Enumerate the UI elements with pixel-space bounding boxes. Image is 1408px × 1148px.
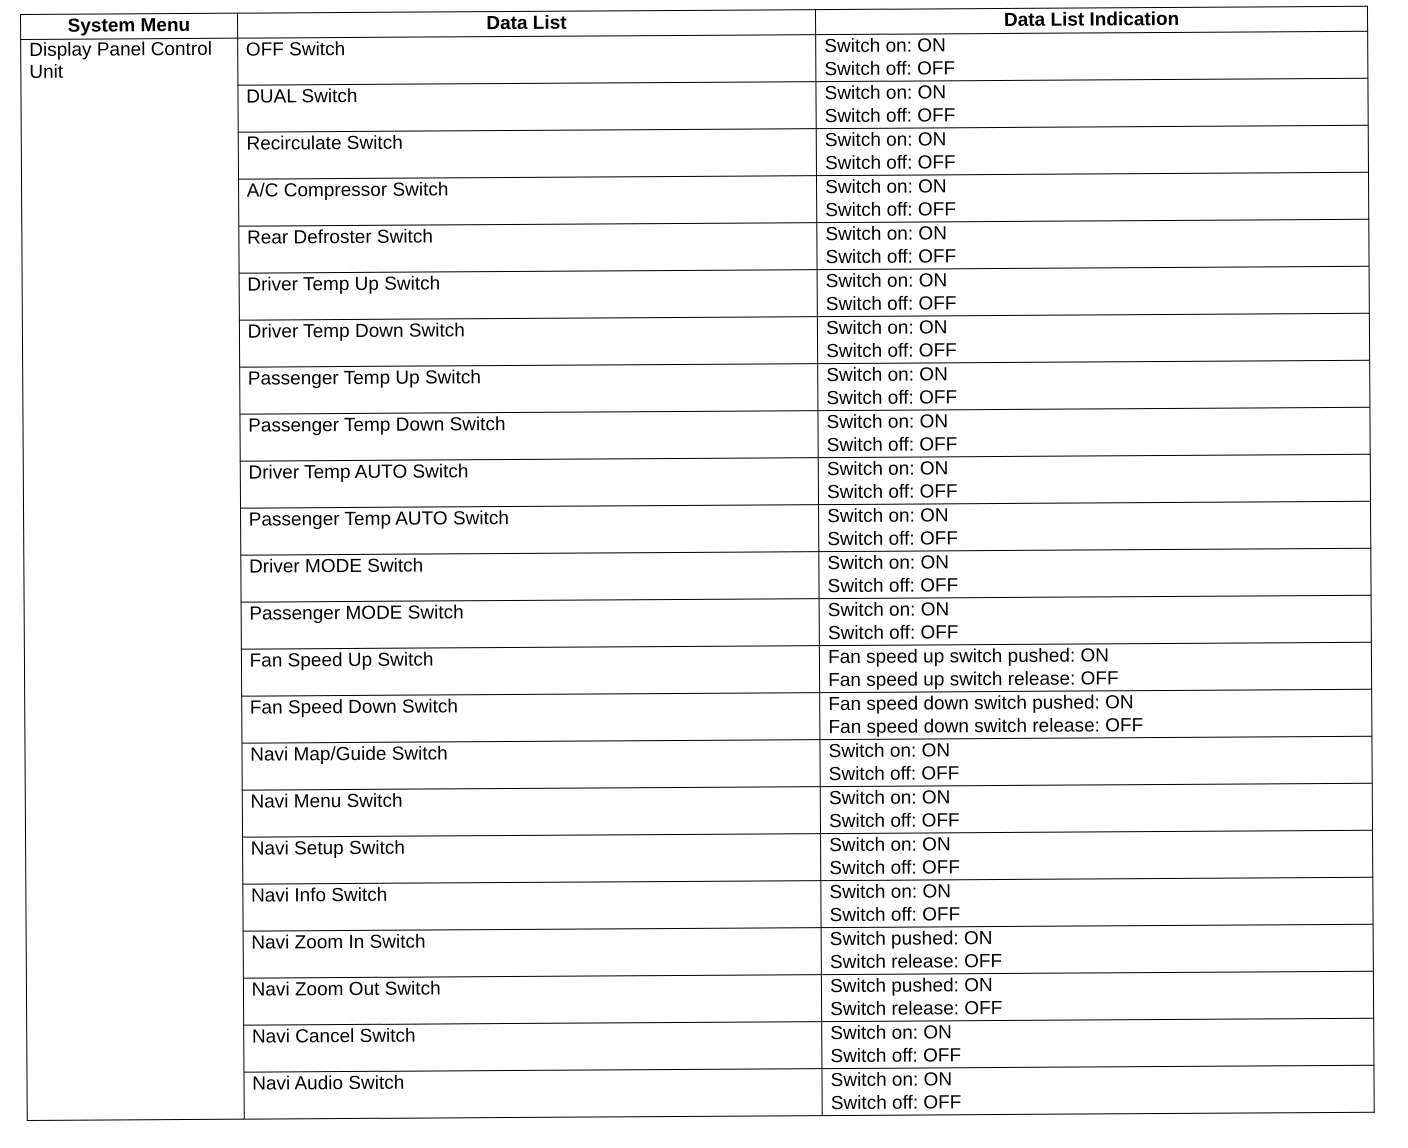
indication-cell (816, 78, 1368, 128)
indication-cell (821, 877, 1373, 927)
indication-cell (818, 454, 1370, 504)
indication-line-2: Switch off: OFF (825, 199, 956, 222)
indication-cell (819, 642, 1371, 692)
indication-line-2: Switch off: OFF (826, 481, 958, 504)
data-list-item: OFF Switch (237, 35, 816, 86)
indication-cell (817, 313, 1369, 363)
indication-line-1: Switch on: ON (830, 1069, 953, 1092)
indication-line-2: Switch off: OFF (827, 622, 959, 645)
indication-cell (822, 1018, 1374, 1068)
data-list-item: Fan Speed Up Switch (241, 646, 820, 697)
data-list-item: Navi Zoom In Switch (243, 928, 822, 979)
indication-cell (818, 407, 1370, 457)
data-list-item: Navi Menu Switch (242, 787, 821, 838)
indication-line-1: Switch on: ON (824, 35, 946, 58)
indication-cell (817, 219, 1369, 269)
indication-line-2: Switch off: OFF (826, 387, 958, 410)
header-data-list-indication: Data List Indication (816, 6, 1368, 34)
indication-cell (819, 501, 1371, 551)
table-body (21, 31, 1375, 1120)
indication-line-2: Switch off: OFF (827, 528, 958, 551)
data-list-item: Navi Zoom Out Switch (243, 975, 822, 1026)
indication-line-1: Switch on: ON (828, 740, 951, 763)
indication-cell (821, 971, 1373, 1021)
data-list-table (20, 6, 1375, 1121)
indication-cell (820, 783, 1372, 833)
indication-cell (820, 689, 1372, 739)
indication-cell (819, 548, 1371, 598)
indication-line-1: Switch on: ON (827, 599, 950, 622)
data-list-item: Fan Speed Down Switch (241, 693, 820, 744)
indication-cell (818, 360, 1370, 410)
indication-cell (822, 1065, 1374, 1115)
indication-line-2: Switch off: OFF (830, 1045, 962, 1068)
indication-cell (821, 924, 1373, 974)
indication-line-1: Switch on: ON (827, 552, 949, 575)
indication-line-2: Fan speed up switch release: OFF (828, 668, 1119, 692)
indication-line-2: Switch off: OFF (824, 152, 956, 175)
data-list-item: Driver Temp AUTO Switch (240, 458, 819, 509)
data-list-item: Rear Defroster Switch (238, 223, 817, 274)
indication-line-2: Switch off: OFF (825, 246, 957, 269)
header-system-menu: System Menu (21, 13, 238, 39)
indication-line-1: Switch on: ON (825, 223, 947, 246)
indication-cell (820, 736, 1372, 786)
indication-cell (816, 31, 1368, 81)
data-list-item: Driver Temp Up Switch (239, 270, 818, 321)
data-list-item: Driver Temp Down Switch (239, 317, 818, 368)
data-list-item: Driver MODE Switch (240, 552, 819, 603)
indication-line-2: Switch off: OFF (826, 340, 957, 363)
indication-line-1: Switch on: ON (825, 176, 947, 199)
table-row (21, 31, 1368, 86)
data-list-item: A/C Compressor Switch (238, 176, 817, 227)
data-list-item: Navi Audio Switch (244, 1069, 823, 1120)
data-list-item: Passenger Temp Up Switch (239, 364, 818, 415)
indication-line-2: Switch off: OFF (828, 763, 960, 786)
indication-line-1: Switch on: ON (826, 364, 948, 387)
indication-line-1: Switch on: ON (824, 82, 947, 105)
indication-line-1: Switch pushed: ON (829, 928, 993, 951)
indication-line-1: Switch on: ON (825, 270, 948, 293)
data-list-item: Navi Cancel Switch (243, 1022, 822, 1073)
indication-cell (819, 595, 1371, 645)
indication-line-2: Switch off: OFF (829, 857, 960, 880)
indication-line-2: Switch off: OFF (827, 575, 959, 598)
indication-line-1: Switch on: ON (824, 129, 947, 152)
indication-line-2: Switch off: OFF (829, 904, 961, 927)
data-list-item: DUAL Switch (238, 82, 817, 133)
indication-line-1: Switch on: ON (825, 317, 948, 340)
indication-line-2: Fan speed down switch release: OFF (828, 715, 1144, 739)
indication-line-1: Switch on: ON (829, 834, 951, 857)
indication-cell (817, 172, 1369, 222)
indication-line-2: Switch off: OFF (824, 105, 956, 128)
data-list-item: Passenger MODE Switch (241, 599, 820, 650)
system-menu-cell: Display Panel Control Unit (21, 38, 244, 1120)
data-list-item: Recirculate Switch (238, 129, 817, 180)
indication-line-2: Switch release: OFF (830, 998, 1003, 1021)
data-list-item: Passenger Temp Down Switch (240, 411, 819, 462)
data-list-item: Navi Setup Switch (242, 834, 821, 885)
indication-line-1: Switch on: ON (826, 458, 949, 481)
indication-line-1: Fan speed down switch pushed: ON (828, 692, 1134, 716)
indication-cell (817, 266, 1369, 316)
indication-line-1: Switch pushed: ON (830, 975, 993, 998)
indication-line-1: Switch on: ON (830, 1022, 952, 1045)
indication-line-1: Switch on: ON (829, 881, 951, 904)
indication-line-2: Switch off: OFF (825, 293, 957, 316)
indication-line-2: Switch off: OFF (824, 58, 956, 81)
indication-line-1: Switch on: ON (827, 505, 949, 528)
indication-line-2: Switch off: OFF (830, 1092, 962, 1115)
data-list-item: Navi Info Switch (242, 881, 821, 932)
header-data-list: Data List (237, 10, 816, 39)
indication-line-1: Fan speed up switch pushed: ON (827, 645, 1110, 669)
data-list-item: Navi Map/Guide Switch (242, 740, 821, 791)
indication-line-2: Switch off: OFF (826, 434, 958, 457)
indication-line-1: Switch on: ON (828, 787, 951, 810)
indication-cell (821, 830, 1373, 880)
indication-line-1: Switch on: ON (826, 411, 949, 434)
data-list-item: Passenger Temp AUTO Switch (240, 505, 819, 556)
indication-line-2: Switch release: OFF (829, 951, 1003, 974)
indication-cell (816, 125, 1368, 175)
indication-line-2: Switch off: OFF (828, 810, 960, 833)
